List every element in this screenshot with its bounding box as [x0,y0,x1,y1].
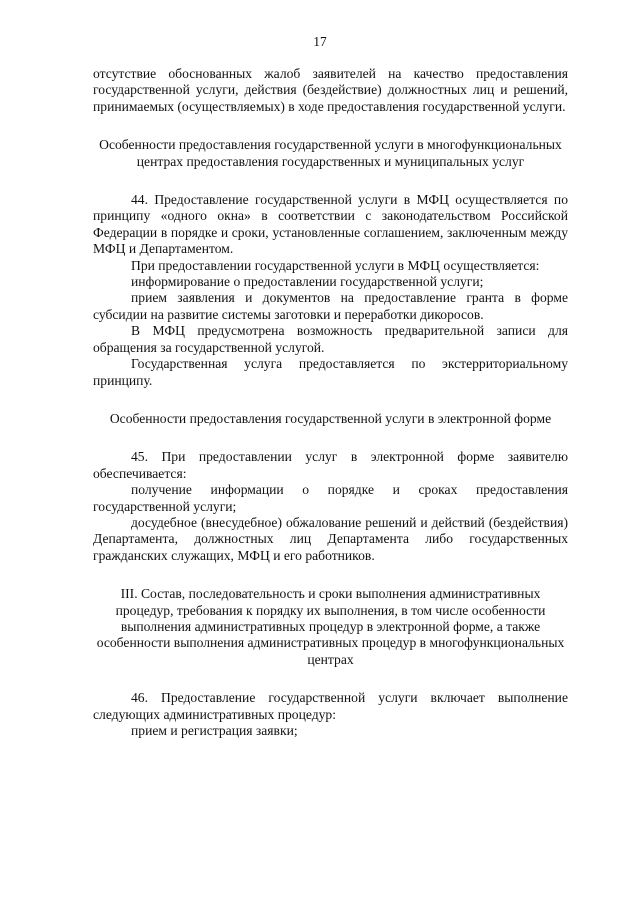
paragraph-44: 44. Предоставление государственной услуги в МФЦ осуществляется по принципу «одного окна» в соответствии с законодательством Российской Федерации в порядке и сроки, установленные соглашением, заключенным между МФЦ и Департаментом. [93,192,568,257]
page-number: 17 [313,34,327,49]
paragraph-44-e: В МФЦ предусмотрена возможность предварительной записи для обращения за государственной услугой. [93,323,568,355]
paragraph-continuation: отсутствие обоснованных жалоб заявителей на качество предоставления государственной услуги, действия (бездействие) должностных лиц и решений, принимаемых (осуществляемых) в ходе предоставления государственной услуги. [93,66,568,114]
paragraph-44-d: прием заявления и документов на предоставление гранта в форме субсидии на развитие системы заготовки и переработки дикоросов. [93,290,568,322]
paragraph-46: 46. Предоставление государственной услуги включает выполнение следующих административных процедур: [93,690,568,722]
heading-section-3: III. Состав, последовательность и сроки выполнения административных процедур, требования к порядку их выполнения, в том числе особенности выполнения административных процедур в электронной форме, а также особенности выполнения административных процедур в многофункциональных центрах [96,586,565,667]
paragraph-45: 45. При предоставлении услуг в электронной форме заявителю обеспечивается: [93,449,568,481]
heading-mfc-features: Особенности предоставления государственной услуги в многофункциональных центрах предоставления государственных и муниципальных услуг [99,137,562,169]
paragraph-44-f: Государственная услуга предоставляется по экстерриториальному принципу. [93,356,568,388]
paragraph-45-b: получение информации о порядке и сроках предоставления государственной услуги; [93,482,568,514]
paragraph-44-c: информирование о предоставлении государственной услуги; [131,274,484,290]
paragraph-44-b: При предоставлении государственной услуги в МФЦ осуществляется: [131,257,540,273]
page-body [93,66,568,739]
heading-electronic-features: Особенности предоставления государственной услуги в электронной форме [109,410,552,426]
paragraph-45-c: досудебное (внесудебное) обжалование решений и действий (бездействия) Департамента, должностных лиц Департамента либо государственных гражданских служащих, МФЦ и его работников. [93,514,568,563]
paragraph-46-b: прием и регистрация заявки; [131,723,298,738]
